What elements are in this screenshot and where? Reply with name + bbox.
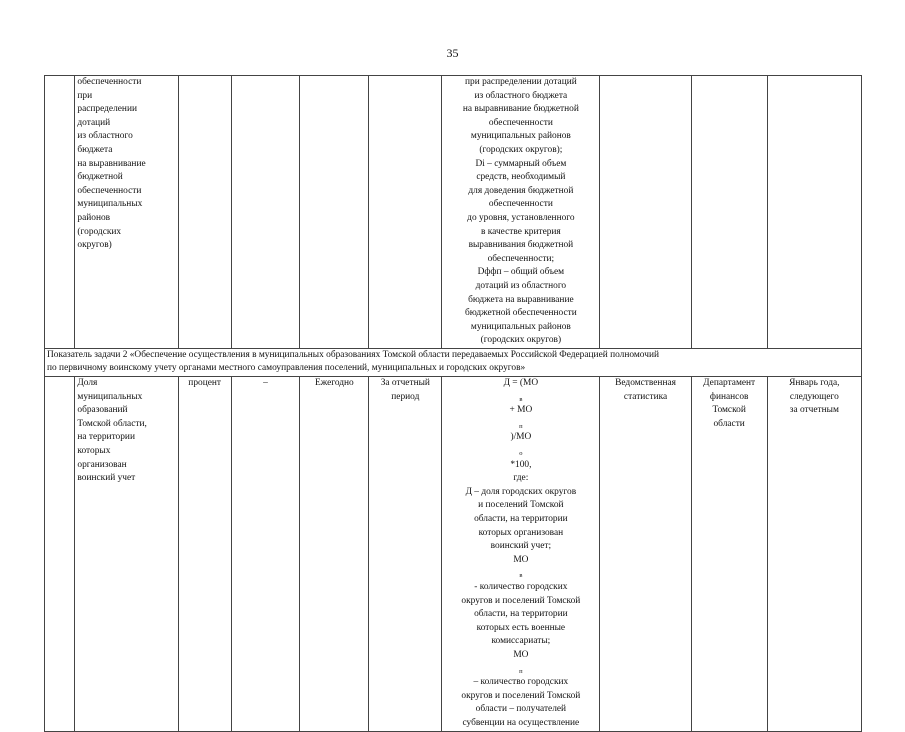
formula-mov-definition: МО $_в$ - количество городских	[474, 554, 568, 592]
formula-where: где:	[513, 473, 529, 484]
cell-direction: –	[231, 377, 300, 731]
text-line: За отчетный	[380, 378, 430, 389]
text-line: Январь года,	[789, 378, 840, 389]
text-line: на территории	[77, 432, 135, 443]
text-line: бюджетной	[77, 172, 123, 183]
text-line: которых есть военные	[476, 622, 566, 633]
text-line: области, на территории	[474, 514, 568, 524]
cell-periodicity	[300, 76, 369, 349]
text-line: период	[391, 391, 420, 402]
text-line: муниципальных	[77, 391, 143, 402]
text-line: обеспеченности	[488, 199, 553, 210]
text-line: которых	[77, 446, 111, 457]
text-line: муниципальных	[77, 199, 143, 210]
text-line: муниципальных районов	[470, 131, 571, 142]
text-line: при распределении дотаций	[465, 77, 577, 87]
text-line: за отчетным	[789, 405, 839, 416]
text-line: на выравнивание бюджетной	[462, 104, 579, 115]
task-header-row	[45, 348, 862, 376]
cell-direction	[231, 76, 300, 349]
indicator-table	[44, 75, 862, 732]
cell-responsible	[691, 76, 767, 349]
text-line: Департамент	[703, 378, 756, 389]
formula-mov-lines	[444, 595, 597, 649]
table-row-indicator	[45, 377, 862, 731]
method-lines	[602, 377, 688, 404]
table-row-continuation	[45, 76, 862, 349]
cell-formula	[442, 76, 600, 349]
responsible-lines	[694, 377, 765, 431]
text-line: выравнивания бюджетной	[468, 240, 574, 251]
deadline-lines	[770, 377, 859, 418]
text-line: Di – суммарный объем	[475, 158, 567, 169]
text-line: Д – доля городских округов	[465, 486, 577, 497]
text-line: муниципальных районов	[470, 321, 571, 332]
text-line: дотаций	[77, 117, 111, 128]
text-line: бюджетной обеспеченности	[465, 308, 577, 319]
task-header-line-1: Показатель задачи 2 «Обеспечение осуществления в муниципальных образованиях Томской области передаваемых Российской Федерацией полномочий	[47, 349, 659, 360]
cell-index	[45, 76, 75, 349]
cell-indicator-name	[75, 377, 178, 731]
text-line: из областного бюджета	[474, 90, 568, 101]
text-line: средств, необходимый	[476, 172, 566, 183]
indicator-name-lines	[77, 377, 175, 486]
cell-deadline	[767, 76, 861, 349]
text-line: в качестве критерия	[481, 226, 561, 237]
text-line: распределении	[77, 104, 137, 115]
cell-time	[369, 76, 442, 349]
task-header-line-2: по первичному воинскому учету органами местного самоуправления поселений, муниципальных и городских округов»	[47, 363, 526, 374]
cell-indicator-name	[75, 76, 178, 349]
text-line: округов)	[77, 240, 112, 251]
cell-unit: процент	[178, 377, 231, 731]
text-line: бюджета на выравнивание	[468, 294, 574, 305]
formula-block	[444, 377, 597, 730]
text-line: Ведомственная	[615, 378, 676, 389]
text-line: до уровня, установленного	[467, 212, 575, 223]
cell-formula	[442, 377, 600, 731]
formula-d-definition	[444, 486, 597, 554]
text-line: (городских	[77, 226, 122, 237]
text-line: округов и поселений Томской	[461, 595, 581, 606]
text-line: области, на территории	[474, 609, 568, 620]
cell-index	[45, 377, 75, 731]
text-line: дотаций из областного	[475, 280, 567, 291]
text-line: при	[77, 90, 93, 101]
task-header-cell	[45, 348, 862, 376]
text-line: для доведения бюджетной	[468, 185, 574, 196]
text-line: Томской области,	[77, 418, 147, 429]
text-line: из областного	[77, 131, 133, 142]
text-line: следующего	[789, 391, 839, 402]
cell-responsible	[691, 377, 767, 731]
text-line: Доля	[77, 378, 98, 389]
text-line: области	[713, 418, 745, 429]
cell-method	[600, 76, 691, 349]
page-number: 35	[446, 46, 459, 60]
text-line: которых организован	[478, 527, 564, 538]
cell-deadline	[767, 377, 861, 731]
cell-time	[369, 377, 442, 731]
text-line: округов и поселений Томской	[461, 690, 581, 701]
text-line: обеспеченности	[488, 117, 553, 128]
text-line: районов	[77, 212, 111, 223]
text-line: на выравнивание	[77, 158, 146, 169]
text-line: (городских округов);	[479, 144, 563, 155]
cell-method	[600, 377, 691, 731]
formula-mop-lines	[444, 690, 597, 731]
text-line: и поселений Томской	[478, 500, 564, 511]
text-line: воинский учет	[77, 473, 136, 484]
text-line: бюджета	[77, 144, 113, 155]
text-line: организован	[77, 459, 127, 470]
text-line: обеспеченности	[77, 77, 142, 87]
text-line: обеспеченности	[77, 185, 142, 196]
cell-unit	[178, 76, 231, 349]
text-line: Dффп – общий объем	[477, 267, 565, 278]
indicator-name-lines	[77, 76, 175, 253]
text-line: (городских округов)	[480, 335, 562, 346]
text-line: области – получателей	[475, 704, 567, 715]
text-line: образований	[77, 405, 128, 416]
text-line: статистика	[623, 391, 668, 402]
time-lines	[371, 377, 439, 404]
text-line: воинский учет;	[490, 541, 552, 552]
cell-periodicity: Ежегодно	[300, 377, 369, 731]
text-line: субвенции на осуществление	[462, 717, 580, 728]
formula-equation: Д = (МО $_в$ + МО $_п$ )/МО $_о$ *100,	[503, 378, 539, 470]
text-line: комиссариаты;	[491, 636, 551, 647]
text-line: финансов	[709, 391, 749, 402]
text-line: обеспеченности;	[487, 253, 555, 264]
text-line: Томской	[712, 405, 746, 416]
formula-mop-definition: МО $_п$ – количество городских	[473, 649, 569, 688]
formula-lines	[444, 76, 597, 348]
